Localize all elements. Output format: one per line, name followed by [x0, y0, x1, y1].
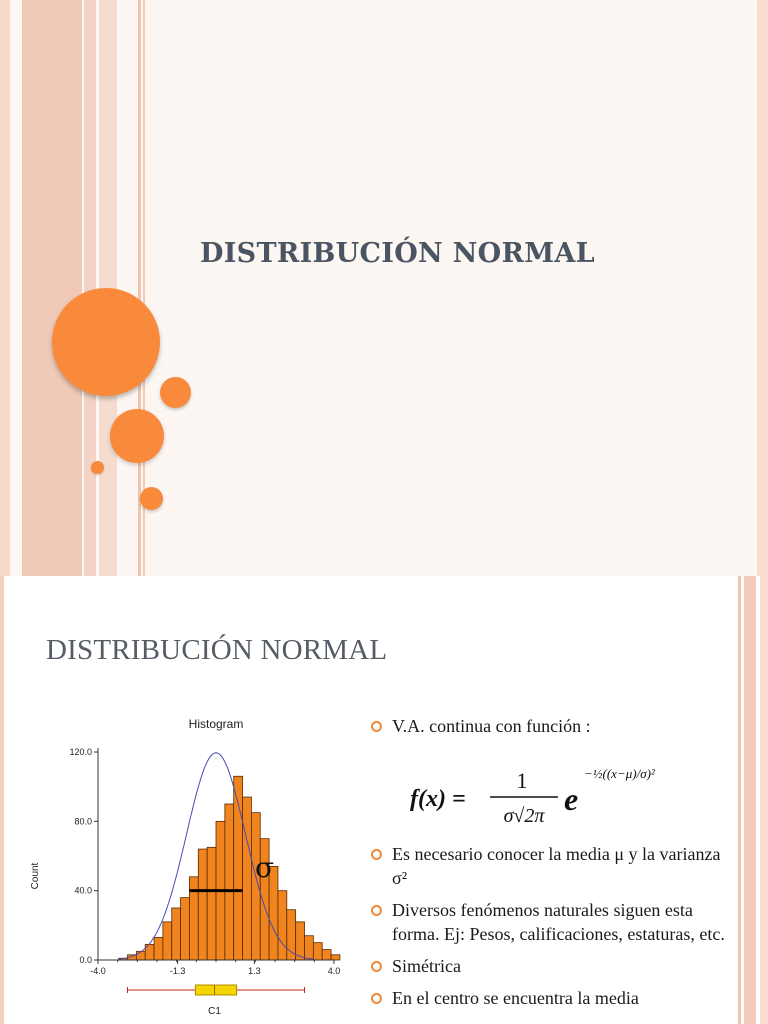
y-axis-label: Count [30, 862, 41, 890]
y-tick-label: 40.0 [74, 885, 92, 896]
decor-stripe [744, 576, 756, 1024]
bullet-text: V.A. continua con función : [392, 716, 591, 736]
slide-title: DISTRIBUCIÓN NORMAL [200, 238, 595, 269]
decor-stripe [738, 576, 741, 1024]
bullet-text: Es necesario conocer la media μ y la varianza σ² [392, 844, 721, 888]
bullet-list [370, 714, 730, 1018]
decor-stripe [84, 0, 96, 576]
histogram-bar [243, 797, 252, 960]
decor-stripe [22, 0, 82, 576]
bullet-ring-icon [371, 721, 382, 732]
normal-pdf-formula [400, 746, 700, 842]
histogram-bar [172, 908, 181, 960]
histogram-bar [296, 922, 305, 960]
formula-lhs: f(x) = [410, 786, 466, 812]
histogram-bar [322, 950, 331, 960]
histogram-bar [305, 936, 314, 960]
bullet-ring-icon [371, 961, 382, 972]
boxplot-box [195, 985, 236, 995]
chart-title: Histogram [188, 717, 244, 731]
decor-stripe [138, 0, 141, 576]
decor-circle [160, 377, 191, 408]
slide-title: DISTRIBUCIÓN NORMAL [46, 634, 388, 666]
bullet-item [370, 986, 730, 1010]
histogram-chart [22, 710, 352, 1024]
bullet-text: En el centro se encuentra la media [392, 988, 639, 1008]
y-tick-label: 120.0 [69, 747, 92, 757]
x-tick-label: 1.3 [248, 966, 261, 976]
decor-stripe [757, 0, 768, 576]
x-tick-label: -4.0 [90, 966, 106, 976]
bullet-ring-icon [371, 905, 382, 916]
bullet-ring-icon [371, 993, 382, 1004]
bullet-text: Simétrica [392, 956, 461, 976]
sigma-label: σ [255, 851, 275, 884]
histogram-bar [163, 922, 172, 960]
decor-circle [52, 288, 160, 396]
decor-stripe [0, 0, 10, 576]
histogram-bar [181, 898, 190, 960]
decor-stripe [760, 576, 768, 1024]
histogram-bar [198, 849, 207, 960]
formula-denominator: σ√2π [503, 805, 545, 827]
formula-exponent: −½((x−μ)/σ)² [584, 766, 655, 781]
decor-circle [140, 487, 163, 510]
bullet-ring-icon [371, 849, 382, 860]
formula-numerator: 1 [516, 768, 528, 793]
decor-stripe [0, 576, 4, 1024]
bullet-item [370, 714, 730, 738]
content-slide [0, 576, 768, 1024]
y-tick-label: 0.0 [79, 955, 92, 965]
histogram-bar [225, 804, 234, 960]
bullet-item [370, 954, 730, 978]
bullet-item [370, 898, 730, 946]
x-axis-label: C1 [208, 1006, 221, 1017]
decor-circle [91, 461, 104, 474]
histogram-bar [207, 847, 216, 960]
histogram-bar [154, 937, 163, 960]
histogram-bar [313, 943, 322, 960]
histogram-bar [278, 891, 287, 960]
formula-base: e [564, 781, 579, 817]
bullet-item [370, 842, 730, 890]
x-tick-label: 4.0 [327, 966, 341, 976]
y-tick-label: 80.0 [74, 816, 92, 827]
decor-circle [110, 409, 164, 463]
x-tick-label: -1.3 [169, 966, 186, 976]
histogram-bar [136, 951, 145, 960]
bullet-text: Diversos fenómenos naturales siguen esta forma. Ej: Pesos, calificaciones, estaturas, etc. [392, 900, 725, 944]
histogram-bar [331, 955, 340, 960]
